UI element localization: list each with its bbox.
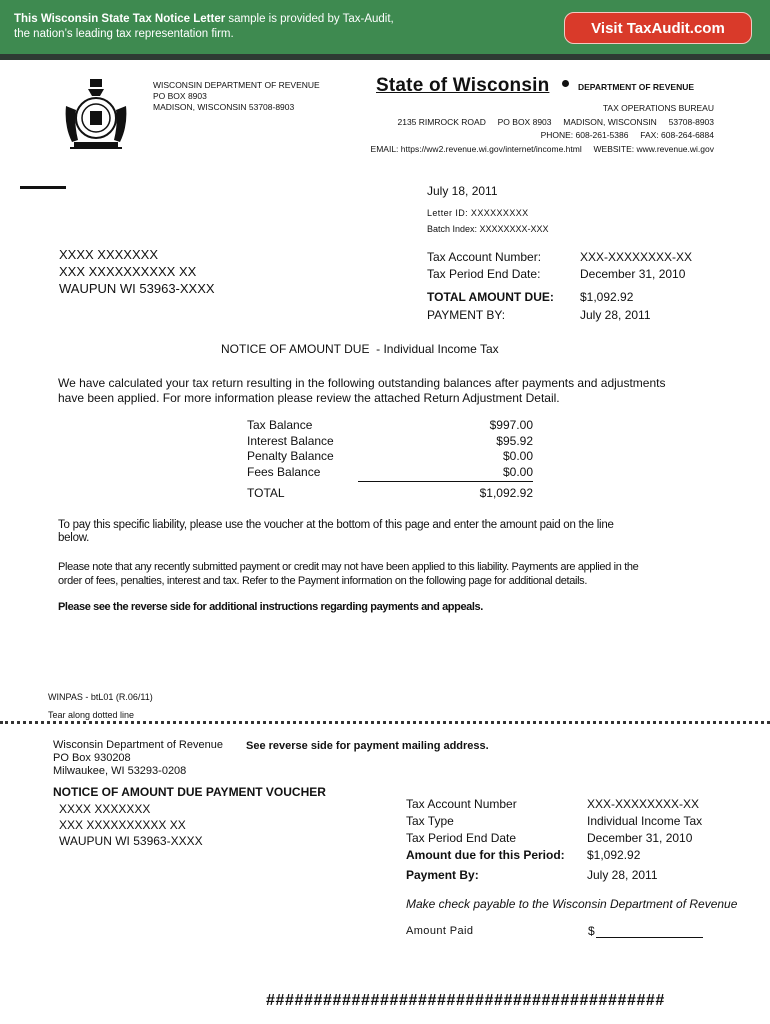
intro-line: We have calculated your tax return resulting in the following outstanding balances after payments and adjustments (58, 376, 666, 390)
voucher-title: NOTICE OF AMOUNT DUE PAYMENT VOUCHER (53, 785, 326, 799)
banner-divider (0, 54, 770, 60)
balance-row (247, 418, 533, 434)
payment-by-value: July 28, 2011 (580, 308, 651, 322)
form-id: WINPAS - btL01 (R.06/11) (48, 692, 153, 702)
payment-note (58, 560, 638, 588)
amount-paid-currency: $ (588, 924, 595, 938)
field-label: Tax Account Number: (427, 250, 542, 264)
wisconsin-seal-icon (60, 76, 132, 152)
pay-line: To pay this specific liability, please use the voucher at the bottom of this page and enter the amount paid on the line (58, 519, 614, 531)
total-label: TOTAL (247, 486, 285, 500)
balance-value: $95.92 (496, 433, 533, 448)
letter-id: Letter ID: XXXXXXXXX (427, 208, 529, 218)
field-label: Tax Period End Date: (427, 267, 541, 281)
voucher-address-line: PO Box 930208 (53, 752, 131, 764)
intro-line: have been applied. For more information please review the attached Return Adjustment Detail. (58, 391, 560, 405)
voucher-field-value: XXX-XXXXXXXX-XX (587, 797, 700, 811)
reverse-side-note: Please see the reverse side for additional instructions regarding payments and appeals. (58, 601, 483, 613)
balance-label: Interest Balance (247, 433, 334, 448)
batch-index: Batch Index: XXXXXXXX-XXX (427, 224, 549, 234)
letter-date: July 18, 2011 (427, 184, 498, 198)
voucher-address-line: Wisconsin Department of Revenue (53, 739, 223, 751)
voucher-field-value: December 31, 2010 (587, 831, 693, 845)
bureau-phone: PHONE: 608-261-5386 FAX: 608-264-6884 (540, 130, 714, 140)
balance-label: Fees Balance (247, 464, 321, 479)
voucher-recipient-line: XXX XXXXXXXXXX XX (59, 818, 186, 832)
total-due-value: $1,092.92 (580, 290, 634, 304)
voucher-amount-due-value: $1,092.92 (587, 848, 641, 862)
bullet-dot (562, 80, 569, 87)
voucher-address-line: Milwaukee, WI 53293-0208 (53, 765, 187, 777)
field-value: December 31, 2010 (580, 267, 686, 281)
banner-text (14, 12, 394, 42)
amount-paid-label: Amount Paid (406, 925, 474, 937)
bureau-name: TAX OPERATIONS BUREAU (602, 103, 714, 113)
intro-paragraph (58, 376, 665, 405)
voucher-field-label: Tax Account Number (406, 797, 517, 811)
voucher-recipient-line: WAUPUN WI 53963-XXXX (59, 834, 203, 848)
balance-value: $0.00 (502, 449, 533, 463)
dept-address-line: MADISON, WISCONSIN 53708-8903 (153, 102, 295, 112)
dept-address-line: WISCONSIN DEPARTMENT OF REVENUE (153, 80, 320, 90)
voucher-payment-by-label: Payment By: (406, 868, 479, 882)
voucher-mailing-address (53, 739, 223, 778)
fold-mark (20, 186, 66, 189)
total-rule (358, 481, 533, 482)
voucher-field-label: Tax Period End Date (406, 831, 517, 845)
pay-instructions (58, 519, 614, 545)
dept-address-line: PO BOX 8903 (153, 91, 207, 101)
banner-subtitle: sample is provided by Tax-Audit, the nation’s leading tax representation firm. (14, 13, 394, 40)
total-value: $1,092.92 (479, 486, 533, 500)
recipient-line: XXXX XXXXXXX (59, 247, 158, 262)
dept-label: DEPARTMENT OF REVENUE (578, 82, 695, 92)
banner-title: This Wisconsin State Tax Notice Letter (14, 13, 226, 25)
voucher-payment-by-value: July 28, 2011 (587, 868, 658, 882)
tear-line (0, 721, 770, 724)
note-line: order of fees, penalties, interest and tax. Refer to the Payment information on the following page for additional details. (58, 575, 588, 587)
balance-label: Penalty Balance (247, 449, 334, 463)
state-title: State of Wisconsin (376, 75, 550, 96)
balance-row (247, 449, 533, 465)
balance-table (247, 418, 533, 480)
voucher-reverse-note: See reverse side for payment mailing address. (246, 740, 489, 752)
amount-paid-field[interactable] (596, 937, 703, 938)
voucher-field-value: Individual Income Tax (587, 814, 703, 828)
balance-row (247, 434, 533, 450)
recipient-line: WAUPUN WI 53963-XXXX (59, 281, 215, 296)
bureau-web: EMAIL: https://ww2.revenue.wi.gov/internet/income.html WEBSITE: www.revenue.wi.gov (370, 144, 714, 154)
recipient-line: XXX XXXXXXXXXX XX (59, 264, 197, 279)
total-due-label: TOTAL AMOUNT DUE: (427, 290, 554, 304)
balance-value: $0.00 (502, 464, 533, 479)
balance-value: $997.00 (489, 418, 533, 432)
payment-by-label: PAYMENT BY: (427, 308, 506, 322)
scan-line: ########################################## (266, 992, 665, 1009)
recipient-address (59, 246, 215, 297)
field-value: XXX-XXXXXXXX-XX (580, 250, 693, 264)
pay-line: below. (58, 532, 90, 544)
bureau-address: 2135 RIMROCK ROAD PO BOX 8903 MADISON, WISCONSIN 53708-8903 (397, 117, 714, 127)
voucher-field-label: Tax Type (406, 814, 454, 828)
voucher-amount-due-label: Amount due for this Period: (406, 848, 565, 862)
visit-taxaudit-button[interactable]: Visit TaxAudit.com (564, 12, 752, 44)
voucher-recipient (59, 801, 203, 849)
balance-label: Tax Balance (247, 418, 313, 432)
voucher-recipient-line: XXXX XXXXXXX (59, 802, 151, 816)
notice-title: NOTICE OF AMOUNT DUE - Individual Income Tax (221, 342, 499, 356)
tear-instruction: Tear along dotted line (48, 710, 135, 720)
check-payable-note: Make check payable to the Wisconsin Department of Revenue (406, 897, 738, 911)
note-line: Please note that any recently submitted payment or credit may not have been applied to this liability. Payments are applied in the (58, 561, 639, 573)
balance-row (247, 465, 533, 481)
dept-mailing-address (153, 80, 320, 113)
